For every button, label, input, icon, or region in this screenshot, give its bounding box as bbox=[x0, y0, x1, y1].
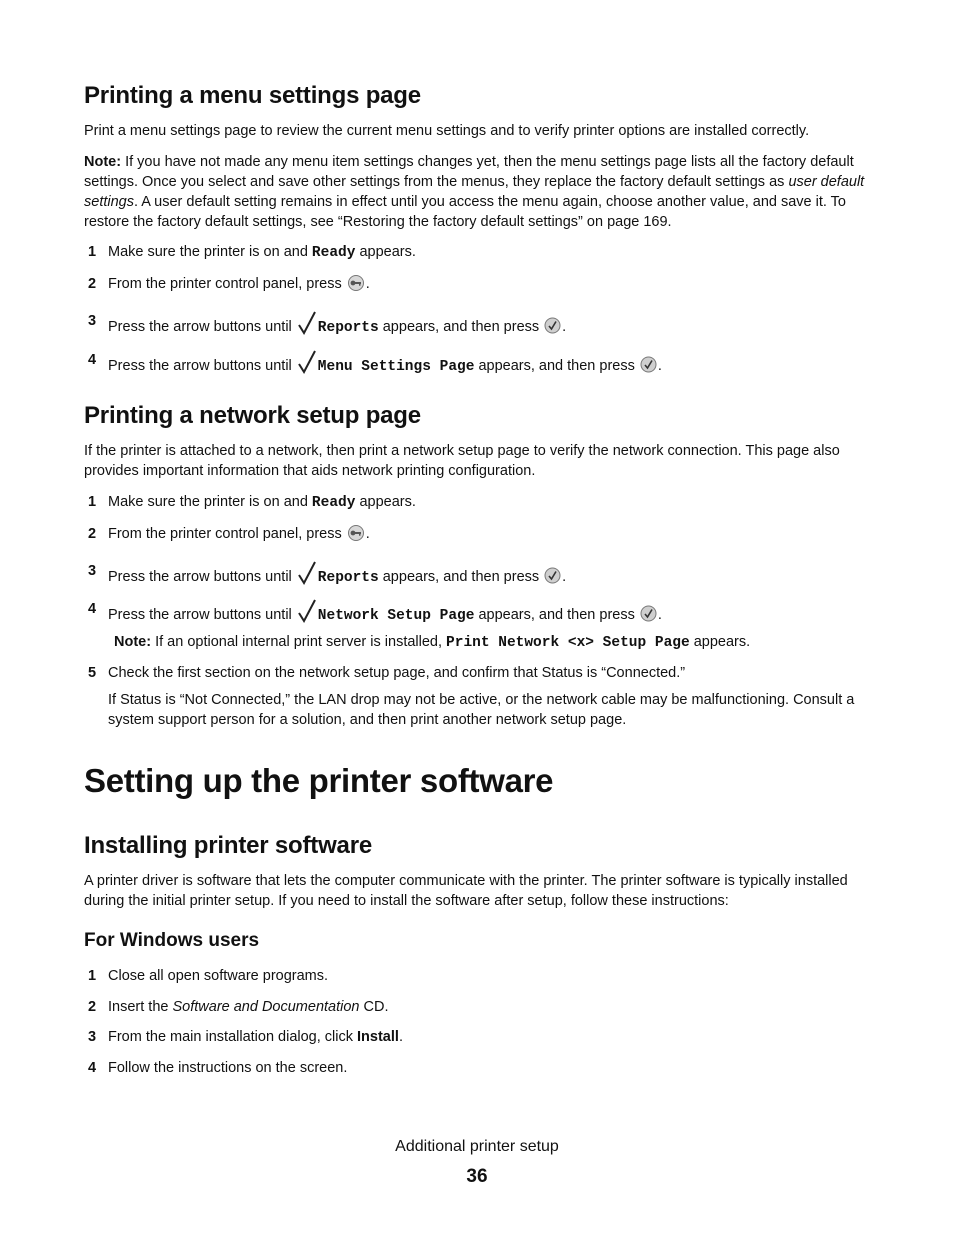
display-message: Reports bbox=[317, 320, 379, 336]
chapter-heading: Setting up the printer software bbox=[84, 762, 554, 799]
step-text: From the main installation dialog, click Install. bbox=[108, 1029, 403, 1045]
display-message: Ready bbox=[311, 495, 356, 511]
section-heading-network-setup: Printing a network setup page bbox=[84, 402, 421, 429]
checkmark-icon bbox=[298, 350, 316, 380]
subsection-heading-windows: For Windows users bbox=[84, 930, 260, 951]
step-number: 2 bbox=[88, 999, 97, 1015]
note-italic: user default settings bbox=[84, 174, 865, 210]
step-text: Insert the Software and Documentation CD. bbox=[108, 999, 389, 1015]
select-button-icon bbox=[544, 567, 561, 590]
note-label: Note: bbox=[114, 634, 152, 650]
page-number: 36 bbox=[466, 1166, 488, 1187]
step-text: Press the arrow buttons until Network Setup Page appears, and then press . bbox=[108, 599, 662, 629]
step-text: From the printer control panel, press . bbox=[108, 274, 370, 297]
note-text: If you have not made any menu item settings changes yet, then the menu settings page lists all the factory default settings. Once you select and save other settings from the menus, they replace the factory default settings as bbox=[84, 154, 854, 190]
step-text: Press the arrow buttons until Menu Settings Page appears, and then press . bbox=[108, 350, 662, 380]
step-text: Make sure the printer is on and Ready appears. bbox=[108, 494, 416, 511]
menu-key-icon bbox=[347, 275, 365, 297]
step-number: 4 bbox=[88, 1060, 97, 1076]
footer-chapter-title: Additional printer setup bbox=[395, 1138, 559, 1155]
print-server-note: Note: If an optional internal print server is installed, Print Network <x> Setup Page appears. bbox=[114, 634, 751, 651]
section-heading-menu-settings: Printing a menu settings page bbox=[84, 82, 421, 109]
display-message: Network Setup Page bbox=[317, 608, 475, 624]
display-message: Ready bbox=[311, 245, 356, 261]
step-text: From the printer control panel, press . bbox=[108, 524, 370, 547]
section-heading-installing-software: Installing printer software bbox=[84, 832, 372, 859]
step-number: 2 bbox=[88, 276, 97, 292]
display-message: Menu Settings Page bbox=[317, 359, 475, 375]
checkmark-icon bbox=[298, 599, 316, 629]
menu-settings-intro: Print a menu settings page to review the current menu settings and to verify printer options are installed correctly. bbox=[84, 123, 810, 139]
step-number: 1 bbox=[88, 494, 97, 510]
step-number: 2 bbox=[88, 526, 97, 542]
display-message: Print Network <x> Setup Page bbox=[446, 635, 690, 651]
network-setup-intro: If the printer is attached to a network, then print a network setup page to verify the network connection. This page also provides important information that aids network printing configuration. bbox=[84, 443, 840, 479]
step-number: 3 bbox=[88, 1029, 97, 1045]
step-number: 1 bbox=[88, 968, 97, 984]
step-text: Make sure the printer is on and Ready appears. bbox=[108, 244, 416, 261]
step-detail: If Status is “Not Connected,” the LAN drop may not be active, or the network cable may be malfunctioning. Consult a system support person for a solution, and then print another network setup page. bbox=[108, 692, 855, 728]
checkmark-icon bbox=[298, 561, 316, 591]
step-number: 4 bbox=[88, 352, 97, 368]
select-button-icon bbox=[544, 317, 561, 340]
step-text: Press the arrow buttons until Reports appears, and then press . bbox=[108, 311, 566, 341]
checkmark-icon bbox=[298, 311, 316, 341]
cd-name: Software and Documentation bbox=[172, 999, 360, 1015]
menu-settings-note bbox=[84, 152, 872, 232]
select-button-icon bbox=[640, 605, 657, 628]
step-text: Press the arrow buttons until Reports appears, and then press . bbox=[108, 561, 566, 591]
display-message: Reports bbox=[317, 570, 379, 586]
install-label: Install bbox=[357, 1029, 399, 1045]
step-text: Check the first section on the network setup page, and confirm that Status is “Connected.” bbox=[108, 665, 686, 681]
step-text: Close all open software programs. bbox=[108, 968, 329, 984]
step-number: 1 bbox=[88, 244, 97, 260]
menu-key-icon bbox=[347, 525, 365, 547]
note-label: Note: bbox=[84, 154, 122, 170]
note-text: . A user default setting remains in effect until you access the menu again, choose another value, and save it. To restore the factory default settings, see “Restoring the factory default settings” on page 169. bbox=[84, 194, 846, 230]
step-number: 3 bbox=[88, 563, 97, 579]
step-number: 4 bbox=[88, 601, 97, 617]
select-button-icon bbox=[640, 356, 657, 379]
step-number: 5 bbox=[88, 665, 97, 681]
step-number: 3 bbox=[88, 313, 97, 329]
installing-software-intro: A printer driver is software that lets the computer communicate with the printer. The printer software is typically installed during the initial printer setup. If you need to install the software after setup, follow these instructions: bbox=[84, 873, 848, 909]
step-text: Follow the instructions on the screen. bbox=[108, 1060, 348, 1076]
